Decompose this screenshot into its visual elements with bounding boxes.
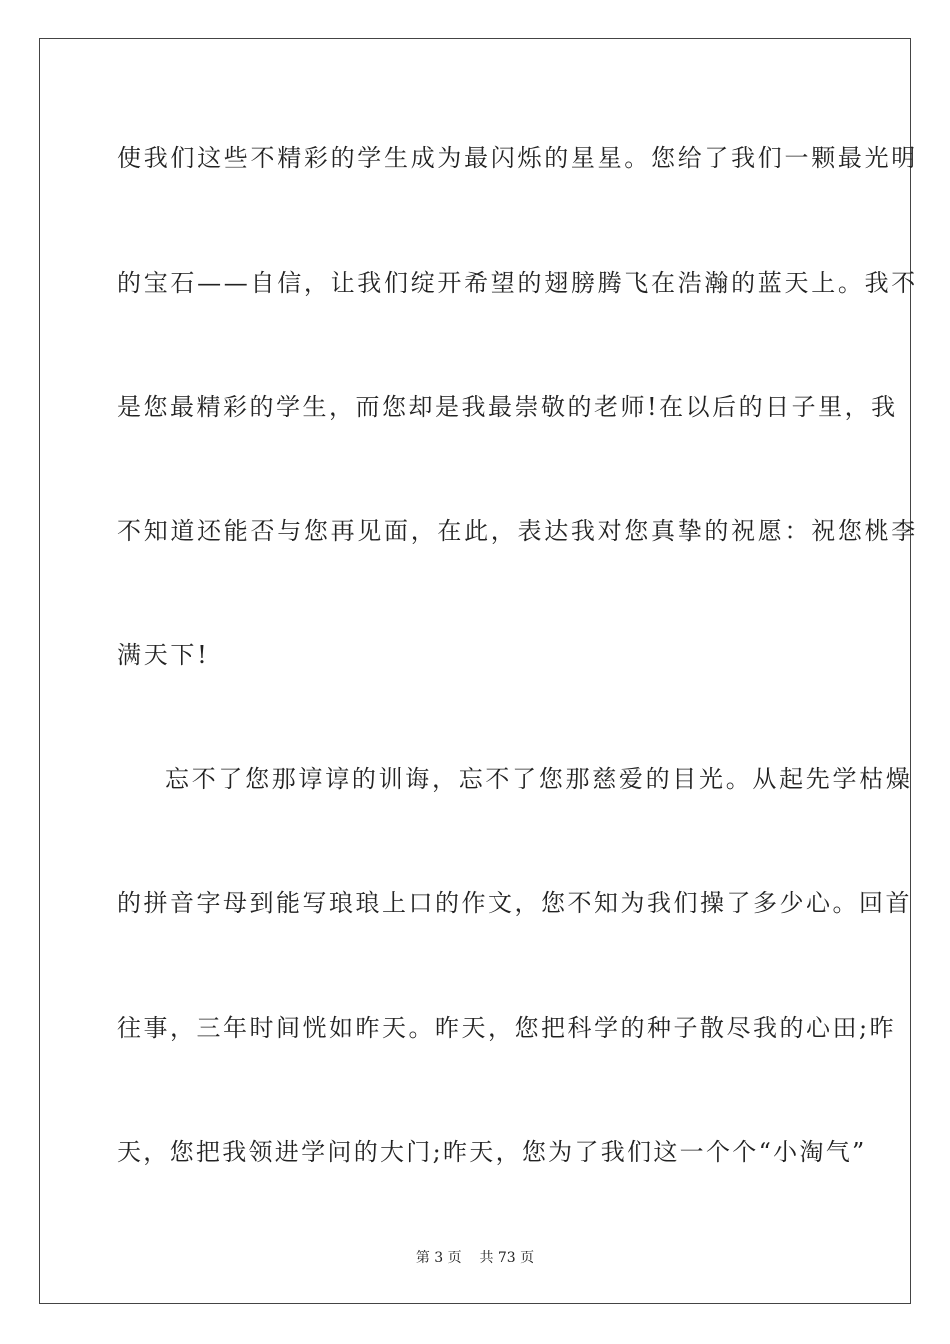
text-line-5: 满天下!: [117, 641, 210, 669]
text-line-7: 的拼音字母到能写琅琅上口的作文，您不知为我们操了多少心。回首: [117, 889, 912, 917]
text-line-1: 使我们这些不精彩的学生成为最闪烁的星星。您给了我们一颗最光明: [117, 144, 918, 172]
text-line-9: 天，您把我领进学问的大门;昨天，您为了我们这一个个“小淘气”: [117, 1138, 867, 1166]
text-line-2: 的宝石——自信，让我们绽开希望的翅膀腾飞在浩瀚的蓝天上。我不: [117, 269, 918, 297]
page-border: [39, 38, 911, 1304]
page-number: 第 3 页: [415, 1250, 462, 1266]
page-footer: [0, 1247, 950, 1267]
total-pages: 共 73 页: [479, 1250, 535, 1266]
text-line-3: 是您最精彩的学生，而您却是我最崇敬的老师!在以后的日子里，我: [117, 393, 898, 421]
text-line-8: 往事，三年时间恍如昨天。昨天，您把科学的种子散尽我的心田;昨: [117, 1014, 897, 1042]
text-line-6-paragraph-start: 忘不了您那谆谆的训诲，忘不了您那慈爱的目光。从起先学枯燥: [165, 765, 913, 793]
text-line-4: 不知道还能否与您再见面，在此，表达我对您真挚的祝愿：祝您桃李: [117, 517, 918, 545]
